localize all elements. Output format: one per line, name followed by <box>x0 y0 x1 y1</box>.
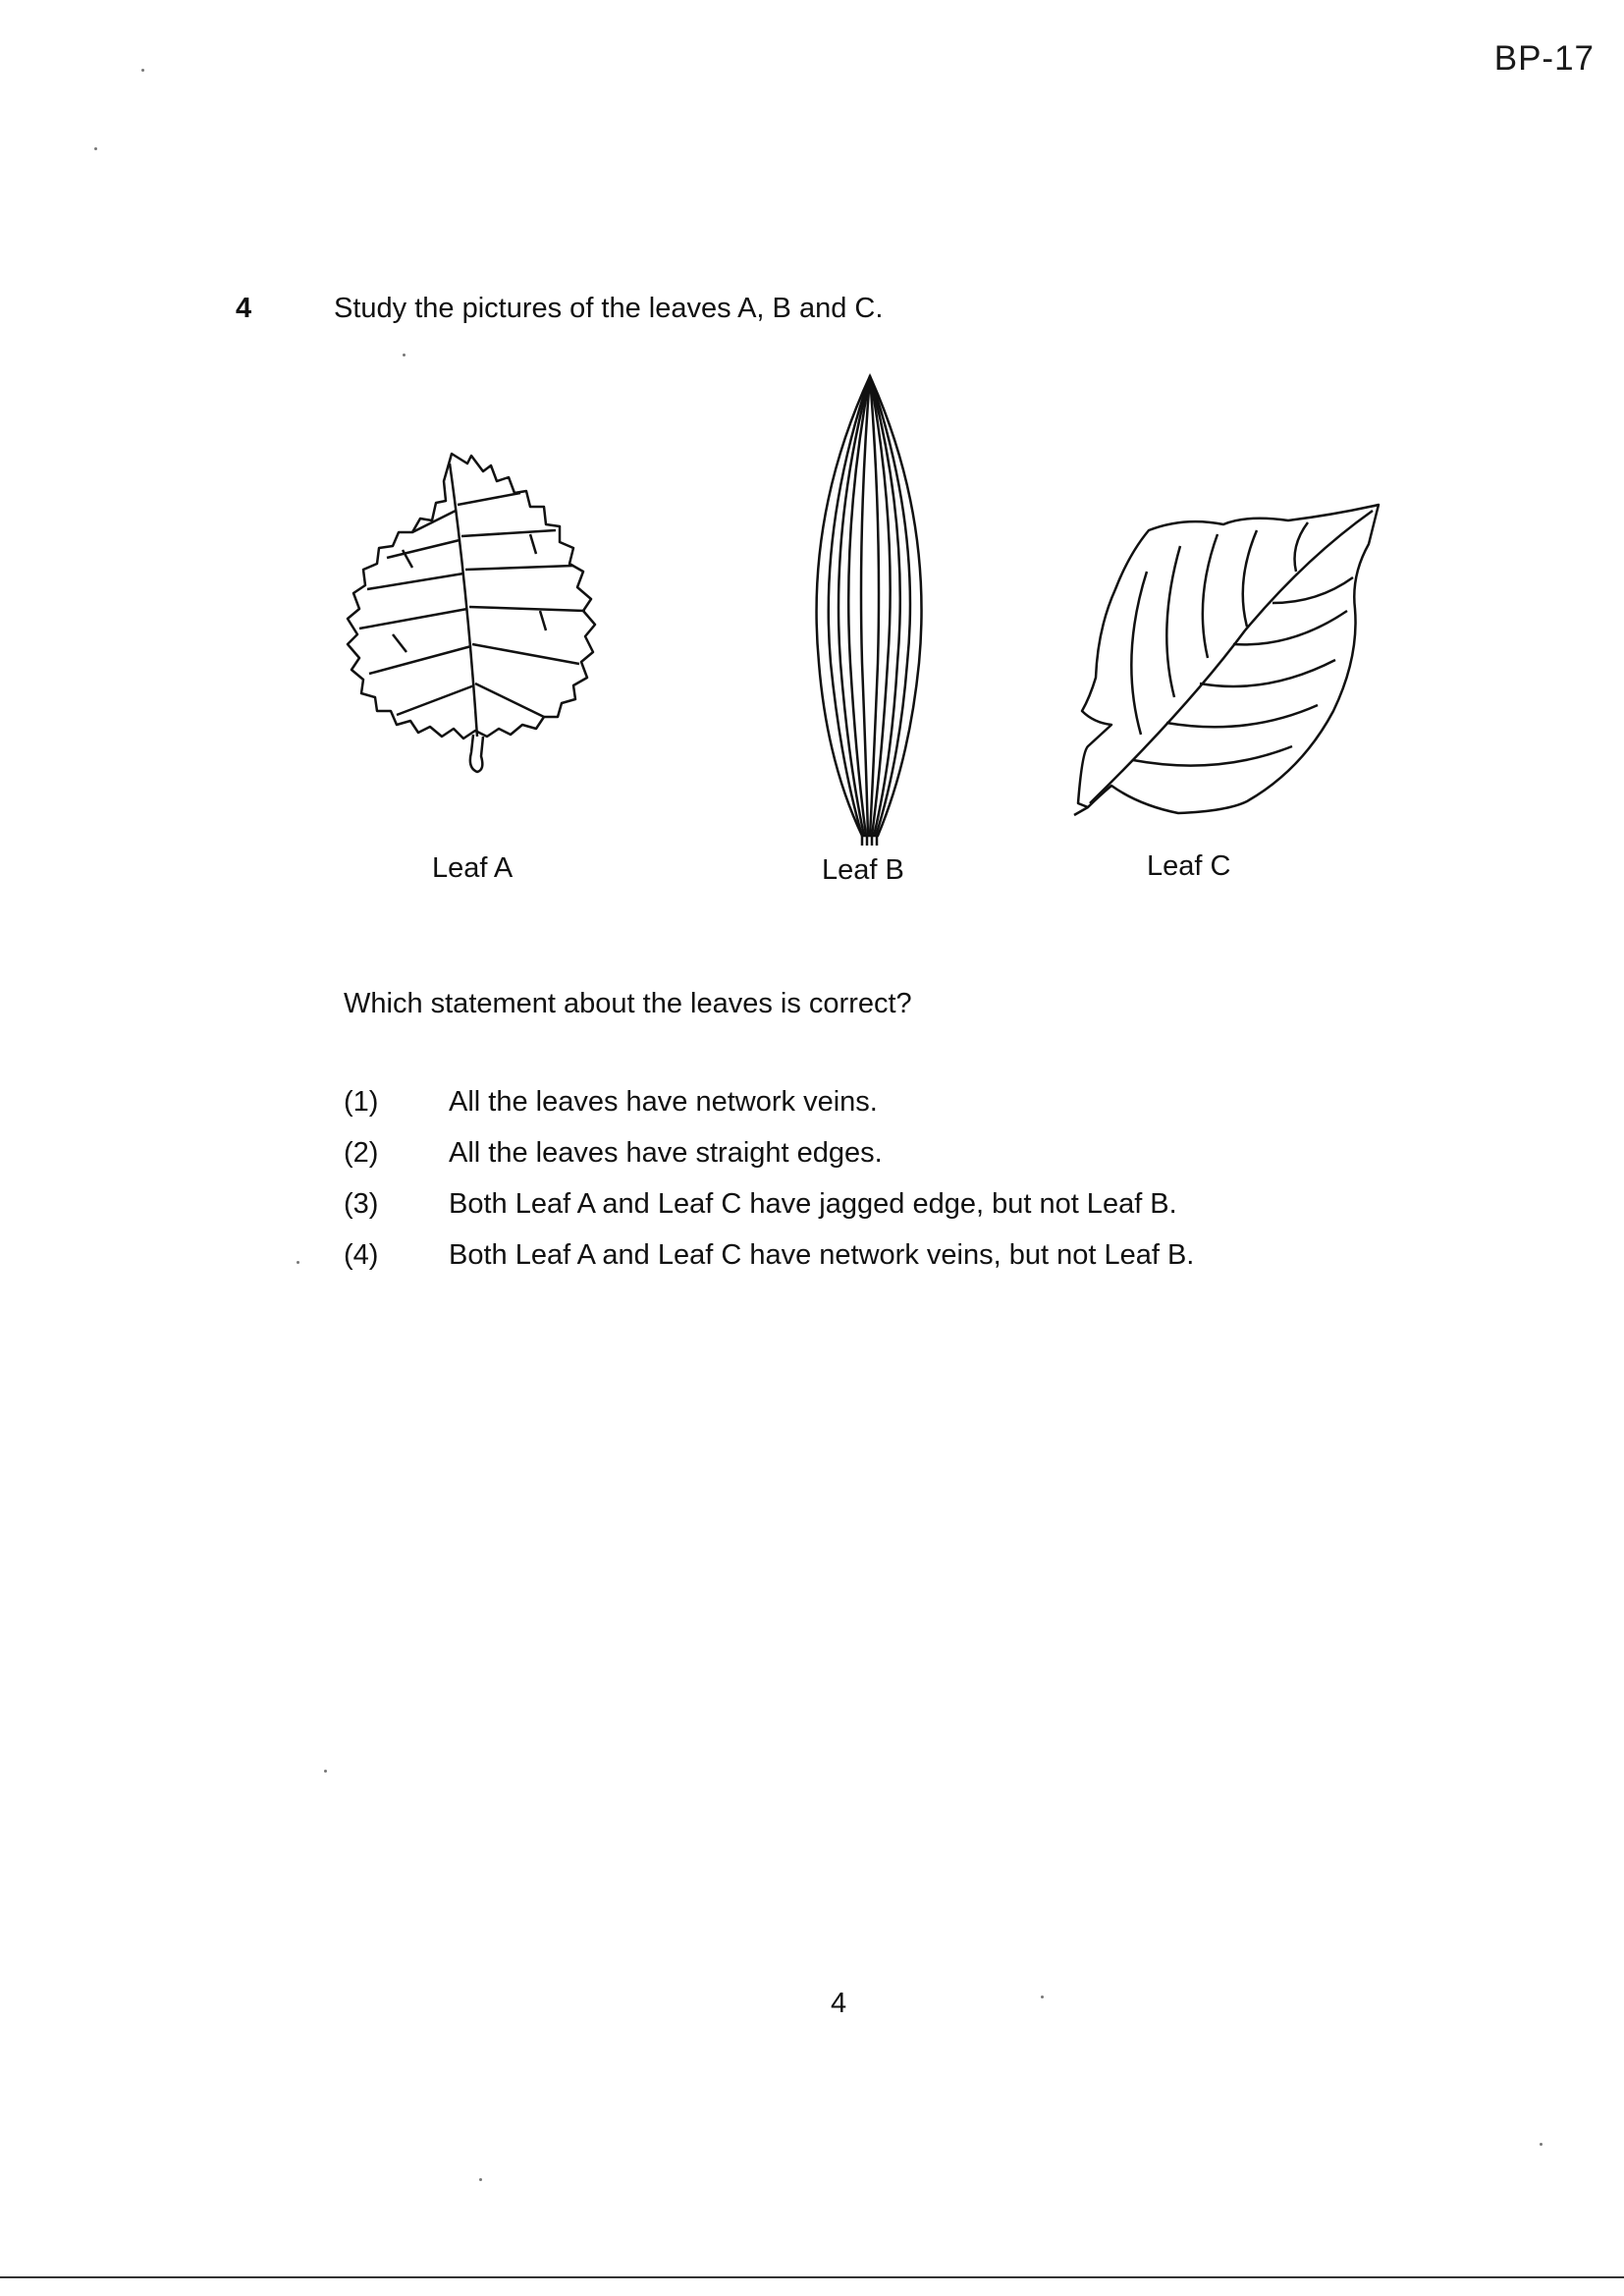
option-text: Both Leaf A and Leaf C have network veins, but not Leaf B. <box>449 1238 1195 1271</box>
option-number: (3) <box>344 1187 379 1220</box>
leaf-b-label: Leaf B <box>822 854 904 886</box>
option-text: All the leaves have straight edges. <box>449 1136 883 1169</box>
option-text: All the leaves have network veins. <box>449 1085 878 1118</box>
scan-speck <box>94 147 97 150</box>
option-number: (2) <box>344 1136 379 1169</box>
scan-speck <box>297 1261 299 1264</box>
question-number: 4 <box>236 293 252 324</box>
page-number: 4 <box>831 1988 847 2019</box>
leaf-c-drawing <box>1060 491 1394 825</box>
scan-speck <box>1041 1995 1044 1998</box>
option-number: (4) <box>344 1238 379 1271</box>
answer-option <box>344 1178 1194 1230</box>
answer-option <box>344 1127 1194 1178</box>
leaf-a-illustration <box>334 442 677 835</box>
scan-speck <box>1540 2143 1543 2146</box>
leaf-b-illustration <box>795 368 943 849</box>
scan-speck <box>479 2178 482 2181</box>
option-text: Both Leaf A and Leaf C have jagged edge, but not Leaf B. <box>449 1187 1177 1220</box>
option-number: (1) <box>344 1085 379 1118</box>
question-prompt: Which statement about the leaves is correct? <box>344 988 912 1019</box>
leaf-a-label: Leaf A <box>432 852 514 884</box>
answer-option <box>344 1076 1194 1127</box>
leaf-c-illustration <box>1060 491 1394 825</box>
answer-option <box>344 1230 1194 1281</box>
leaf-b-drawing <box>795 368 943 849</box>
scan-speck <box>141 69 144 72</box>
leaf-c-label: Leaf C <box>1147 850 1231 882</box>
bottom-edge-rule <box>0 2276 1624 2278</box>
scan-speck <box>403 354 406 356</box>
answer-options <box>344 1076 1194 1281</box>
scan-speck <box>324 1770 327 1773</box>
question-stem: Study the pictures of the leaves A, B and C. <box>334 293 884 324</box>
leaf-a-drawing <box>334 442 677 835</box>
document-code: BP-17 <box>1493 39 1595 78</box>
